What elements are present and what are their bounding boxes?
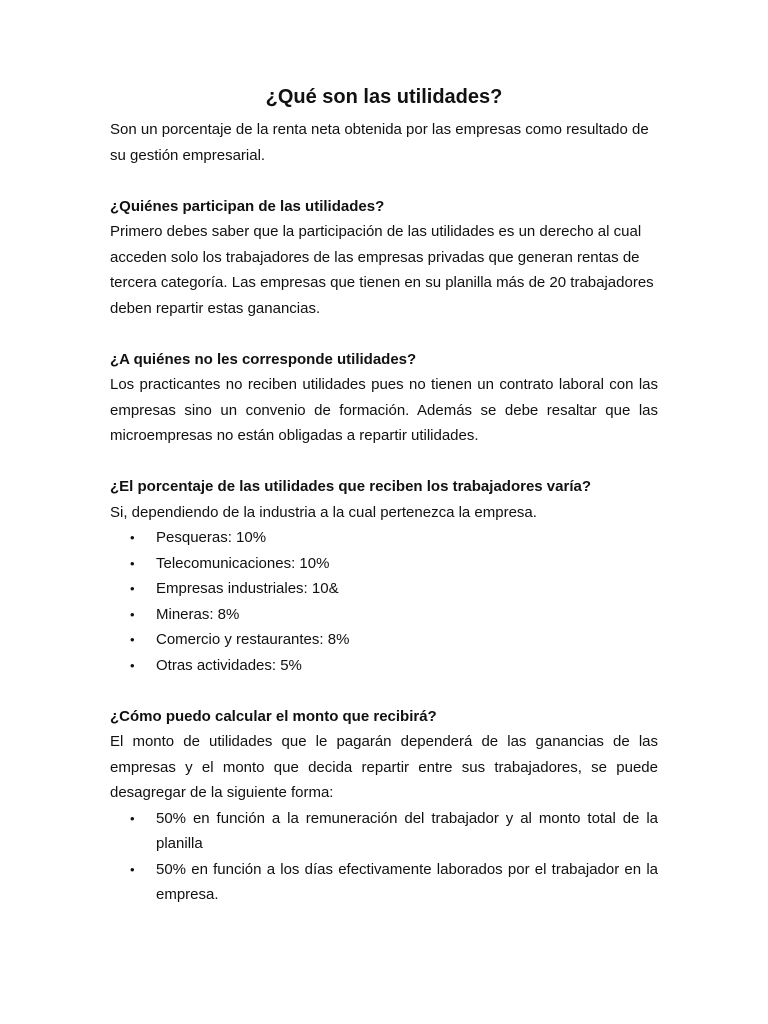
list-item — [110, 857, 658, 908]
spacer — [110, 449, 658, 475]
list-item-text: Pesqueras: 10% — [156, 529, 267, 546]
section-heading-percentage: ¿El porcentaje de las utilidades que reciben los trabajadores varía? — [110, 478, 591, 495]
bullet-icon: • — [130, 606, 135, 622]
list-item-text: 50% en función a la remuneración del trabajador y al monto total de la planilla — [156, 809, 658, 852]
bullet-icon: • — [130, 581, 135, 596]
spacer — [110, 168, 658, 194]
list-item — [110, 627, 658, 653]
list-item — [110, 576, 658, 602]
section-body-excluded: Los practicantes no reciben utilidades pues no tienen un contrato laboral con las empresas sino un convenio de formación. Además se debe resaltar que las microempresas no están obligadas a repartir utilidades. — [110, 376, 658, 444]
page-title: ¿Qué son las utilidades? — [265, 86, 503, 108]
section-body-calculation: El monto de utilidades que le pagarán dependerá de las ganancias de las empresas y el monto que decida repartir entre sus trabajadores, se puede desagregar de la siguiente forma: — [110, 733, 658, 801]
bullet-icon: • — [130, 530, 135, 545]
bullet-icon: • — [130, 555, 135, 571]
section-body-percentage: Si, dependiendo de la industria a la cual pertenezca la empresa. — [110, 503, 537, 521]
list-item — [110, 525, 658, 551]
percentage-list — [110, 525, 658, 678]
list-item-text: Empresas industriales: 10& — [156, 580, 339, 597]
bullet-icon: • — [130, 657, 135, 673]
list-item-text: Telecomunicaciones: 10% — [156, 554, 330, 572]
section-body-participants: Primero debes saber que la participación de las utilidades es un derecho al cual acceden solo los trabajadores de las empresas privadas que generan rentas de tercera categoría. Las empresas que tienen en su planilla más de 20 trabajadores deben repartir estas ganancias. — [110, 223, 654, 317]
list-item-text: Otras actividades: 5% — [156, 656, 302, 674]
list-item — [110, 551, 658, 577]
bullet-icon: • — [130, 861, 135, 877]
list-item-text: Mineras: 8% — [156, 605, 240, 623]
section-heading-calculation: ¿Cómo puedo calcular el monto que recibirá? — [110, 707, 437, 725]
intro-paragraph: Son un porcentaje de la renta neta obtenida por las empresas como resultado de su gestión empresarial. — [110, 121, 649, 164]
list-item — [110, 602, 658, 628]
spacer — [110, 321, 658, 347]
calculation-list — [110, 806, 658, 908]
bullet-icon: • — [130, 632, 135, 647]
list-item-text: 50% en función a los días efectivamente laborados por el trabajador en la empresa. — [156, 860, 658, 903]
section-heading-excluded: ¿A quiénes no les corresponde utilidades? — [110, 350, 417, 368]
section-heading-participants: ¿Quiénes participan de las utilidades? — [110, 197, 385, 215]
list-item — [110, 806, 658, 857]
list-item — [110, 653, 658, 679]
document-body — [110, 117, 658, 908]
spacer — [110, 678, 658, 704]
bullet-icon: • — [130, 810, 135, 826]
list-item-text: Comercio y restaurantes: 8% — [156, 631, 350, 648]
